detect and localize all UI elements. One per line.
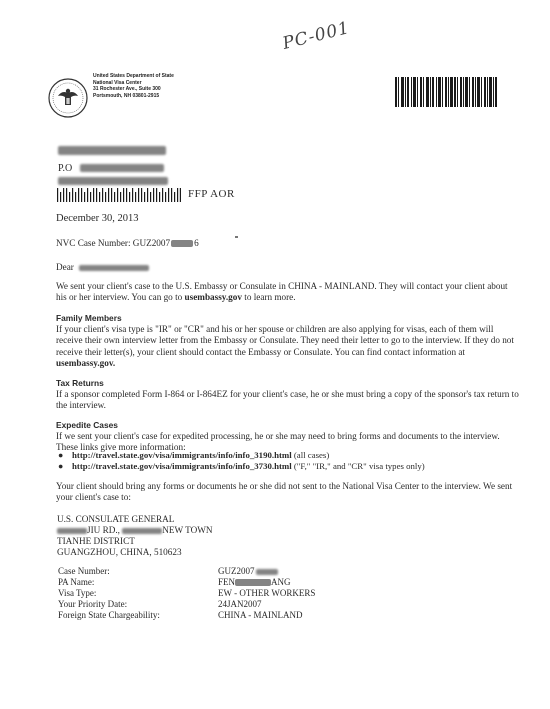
case-number-suffix: 6 <box>194 238 199 248</box>
expedite-line-1: If we sent your client's case for expedited processing, he or she may need to bring forms and documents to the interview. <box>56 431 500 441</box>
redacted-recipient-city <box>58 177 168 185</box>
usembassy-link[interactable]: usembassy.gov <box>184 292 242 303</box>
chargeability-label: Foreign State Chargeability: <box>58 610 160 620</box>
department-of-state-seal-icon <box>48 78 88 118</box>
closing-line-1: Your client should bring any forms or documents he or she did not sent to the National Visa Center to the interview. We sent <box>56 481 513 491</box>
family-usembassy-link[interactable]: usembassy.gov. <box>56 358 116 369</box>
pa-name-value-row <box>218 577 315 588</box>
pa-name-suffix: ANG <box>271 577 291 587</box>
mail-barcode <box>395 77 497 107</box>
tax-returns-paragraph <box>56 389 519 412</box>
tax-returns-heading: Tax Returns <box>56 378 104 388</box>
redacted-case-number-digits <box>256 569 278 575</box>
priority-date-label: Your Priority Date: <box>58 599 128 609</box>
pa-name-label: PA Name: <box>58 577 95 587</box>
redacted-case-digits <box>171 240 193 247</box>
closing-line-2: your client's case to: <box>56 492 131 503</box>
case-number-value-row <box>218 566 315 577</box>
info-3730-note: ("F," "IR," and "CR" visa types only) <box>291 461 425 471</box>
tax-line-2: the interview. <box>56 400 106 411</box>
redacted-street-start <box>57 528 87 534</box>
info-3190-link[interactable]: http://travel.state.gov/visa/immigrants/info/info_3190.html <box>72 450 292 460</box>
expedite-cases-heading: Expedite Cases <box>56 420 118 430</box>
street-middle: JIU RD., <box>87 525 123 535</box>
family-line-1: If your client's visa type is "IR" or "CR" and his or her spouse or children are also applying for visas, each of them will <box>56 324 494 334</box>
consulate-district: TIANHE DISTRICT <box>57 536 135 546</box>
redacted-pa-name <box>235 579 271 586</box>
pa-name-prefix: FEN <box>218 577 236 587</box>
consulate-address <box>57 514 213 558</box>
family-line-2: receive their own interview letter from the Embassy or Consulate. They need their letter to go to the interview. If they do not <box>56 335 514 346</box>
visa-type-label: Visa Type: <box>58 588 97 598</box>
consulate-city: GUANGZHOU, CHINA, 510623 <box>57 547 182 557</box>
redacted-street-part <box>122 528 162 534</box>
intro-line-1: We sent your client's case to the U.S. Embassy or Consulate in CHINA - MAINLAND. They will contact your client about <box>56 281 508 291</box>
case-number-value: GUZ2007 <box>218 566 255 576</box>
info-3730-link[interactable]: http://travel.state.gov/visa/immigrants/info/info_3730.html <box>72 461 292 471</box>
list-item <box>58 461 425 472</box>
case-number-prefix: NVC Case Number: GUZ2007 <box>56 238 171 248</box>
salutation-line <box>56 262 149 273</box>
tax-line-1: If a sponsor completed Form I-864 or I-864EZ for your client's case, he or she must bring a copy of the sponsor's tax return to <box>56 389 519 399</box>
intro-paragraph <box>56 281 508 304</box>
handwritten-annotation: PC-001 <box>280 17 353 55</box>
family-members-heading: Family Members <box>56 313 122 323</box>
expedite-line-2: These links give more information: <box>56 442 186 453</box>
intro-line-2 <box>56 292 508 303</box>
redacted-po-box-number <box>80 164 164 172</box>
consulate-street <box>57 525 213 536</box>
sender-office: National Visa Center <box>93 79 142 86</box>
postal-barcode <box>57 188 181 202</box>
case-details-values <box>218 566 315 621</box>
street-end: NEW TOWN <box>162 525 213 535</box>
bullet-icon: ● <box>58 461 64 471</box>
mail-code: FFP AOR <box>188 188 235 200</box>
consulate-name: U.S. CONSULATE GENERAL <box>57 514 175 524</box>
nvc-case-number-line <box>56 238 199 249</box>
sender-agency: United States Department of State <box>93 73 174 79</box>
list-item <box>58 450 425 461</box>
case-number-label: Case Number: <box>58 566 110 576</box>
salutation: Dear <box>56 262 74 272</box>
priority-date-value: 24JAN2007 <box>218 599 262 609</box>
info-3190-note: (all cases) <box>291 450 330 460</box>
chargeability-value: CHINA - MAINLAND <box>218 610 303 620</box>
redacted-addressee <box>79 265 149 271</box>
intro-line-2-prefix: his or her interview. You can go to <box>56 292 185 303</box>
letter-date: December 30, 2013 <box>56 213 139 224</box>
case-details-labels <box>58 566 160 621</box>
sender-address <box>93 73 174 99</box>
sender-street: 31 Rochester Ave., Suite 300 <box>93 86 161 93</box>
redacted-recipient-name <box>58 146 166 155</box>
family-line-3: receive their letter(s), your client should contact the Embassy or Consulate. You can find contact information at <box>56 346 465 357</box>
bullet-icon: ● <box>58 450 64 460</box>
intro-line-2-suffix: to learn more. <box>241 292 296 303</box>
scan-speck <box>235 236 238 238</box>
visa-type-value: EW - OTHER WORKERS <box>218 588 316 598</box>
recipient-po-box: P.O <box>58 163 73 174</box>
closing-paragraph <box>56 481 512 504</box>
expedite-links-list <box>58 450 425 472</box>
sender-city: Portsmouth, NH 03801-2915 <box>93 92 160 99</box>
family-members-paragraph <box>56 324 514 370</box>
